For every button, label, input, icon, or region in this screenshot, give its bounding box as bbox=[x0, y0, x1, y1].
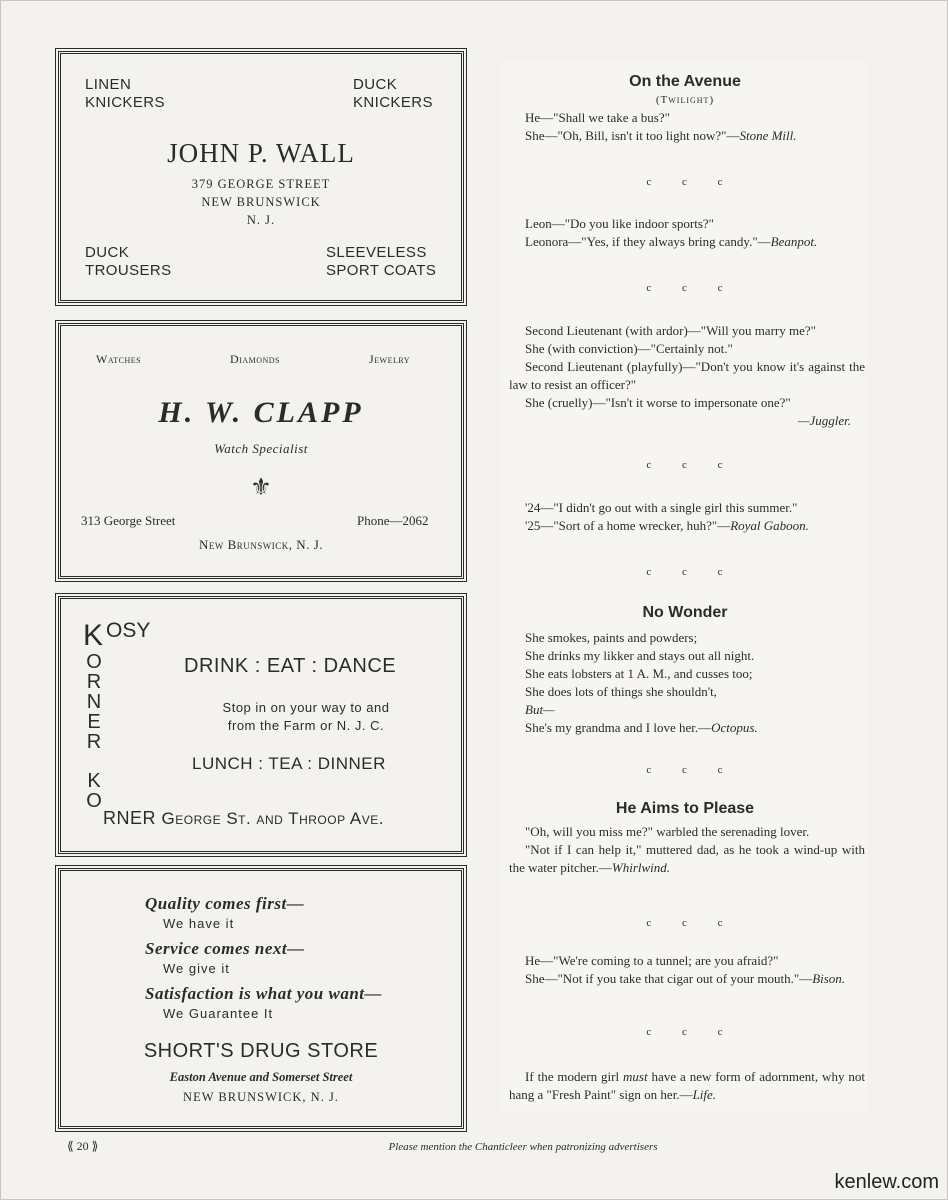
fleur-de-lis-icon: ⚜ bbox=[250, 475, 272, 501]
joke-fresh-paint: If the modern girl must have a new form of adornment, why not hang a "Fresh Paint" sign on her.—Life. bbox=[509, 1069, 865, 1102]
separator: c c c bbox=[646, 764, 724, 776]
ad-shorts-drug-store bbox=[58, 868, 464, 1129]
ad-address: 313 George Street bbox=[81, 513, 176, 528]
ad-city: NEW BRUNSWICK bbox=[201, 195, 321, 209]
ad-title: SHORT'S DRUG STORE bbox=[143, 1040, 379, 1062]
ad-corner-bottom-right: SLEEVELESS SPORT COATS bbox=[326, 244, 437, 279]
ad-slogan-satisfaction: Satisfaction is what you want— bbox=[145, 984, 382, 1003]
joke-lieutenant: Second Lieutenant (with ardor)—"Will you marry me?" She (with conviction)—"Certainly not." Second Lieutenant (playfully)—"Don't you know it's against the law to resist an officer?" She (cruelly)—"Isn't it worse to impersonate one?" —Juggler. bbox=[509, 323, 865, 428]
ad-logo-osy: OSY bbox=[106, 619, 151, 642]
ad-corner-top-left: LINEN KNICKERS bbox=[85, 76, 165, 111]
joke-aims-to-please: "Oh, will you miss me?" warbled the serenading lover. "Not if I can help it," muttered dad, as he took a wind-up with the water pitcher.—Whirlwind. bbox=[509, 824, 865, 875]
ad-title: H. W. CLAPP bbox=[158, 396, 364, 429]
ad-john-p-wall bbox=[58, 51, 464, 303]
ad-slogan-satisfaction-sub: We Guarantee It bbox=[163, 1006, 274, 1021]
ad-logo-vertical-1: O R N E R bbox=[86, 651, 102, 753]
separator: c c c bbox=[646, 917, 724, 929]
ad-slogan-quality-sub: We have it bbox=[163, 916, 235, 931]
ad-subtitle: Watch Specialist bbox=[214, 441, 308, 456]
ad-slogan-service: Service comes next— bbox=[145, 939, 305, 958]
ad-logo-vertical-2: K O bbox=[86, 770, 102, 812]
ad-kosy-korner bbox=[58, 596, 464, 854]
page-number: ⟪ 20 ⟫ bbox=[67, 1139, 99, 1153]
ad-directions: Stop in on your way to and from the Farm or N. J. C. bbox=[222, 700, 390, 733]
separator: c c c bbox=[646, 1026, 724, 1038]
heading-he-aims-to-please: He Aims to Please bbox=[615, 800, 755, 817]
ad-slogan-service-sub: We give it bbox=[163, 961, 230, 976]
separator: c c c bbox=[646, 282, 724, 294]
ad-headline: DRINK : EAT : DANCE bbox=[184, 655, 397, 677]
ad-meals: LUNCH : TEA : DINNER bbox=[192, 754, 386, 773]
ad-corner-top-right: DUCK KNICKERS bbox=[353, 76, 433, 111]
watermark: kenlew.com bbox=[834, 1171, 939, 1193]
ad-city: New Brunswick, N. J. bbox=[199, 537, 323, 552]
ad-item-jewelry: Jewelry bbox=[369, 352, 411, 366]
ad-corner-bottom-left: DUCK TROUSERS bbox=[85, 244, 172, 279]
heading-no-wonder: No Wonder bbox=[642, 604, 728, 621]
ad-title: JOHN P. WALL bbox=[167, 138, 355, 168]
ad-city: NEW BRUNSWICK, N. J. bbox=[183, 1090, 339, 1104]
joke-24-25: '24—"I didn't go out with a single girl this summer." '25—"Sort of a home wrecker, huh?"—Royal Gaboon. bbox=[525, 500, 809, 533]
joke-leon: Leon—"Do you like indoor sports?" Leonora—"Yes, if they always bring candy."—Beanpot. bbox=[525, 216, 818, 249]
subheading-twilight: (Twilight) bbox=[655, 94, 715, 106]
ad-state: N. J. bbox=[246, 213, 276, 227]
ad-street: 379 GEORGE STREET bbox=[191, 177, 331, 191]
ad-hw-clapp bbox=[58, 323, 464, 579]
ad-logo-rner: RNER George St. and Throop Ave. bbox=[103, 808, 384, 828]
heading-on-the-avenue: On the Avenue bbox=[629, 73, 741, 90]
separator: c c c bbox=[646, 459, 724, 471]
ad-item-diamonds: Diamonds bbox=[230, 352, 281, 366]
separator: c c c bbox=[646, 176, 724, 188]
ad-logo-k: K bbox=[83, 619, 104, 652]
ad-address: Easton Avenue and Somerset Street bbox=[169, 1070, 353, 1084]
ad-phone: Phone—2062 bbox=[357, 513, 429, 528]
joke-avenue: He—"Shall we take a bus?" She—"Oh, Bill, isn't it too light now?"—Stone Mill. bbox=[525, 110, 797, 143]
footer-note: Please mention the Chanticleer when patronizing advertisers bbox=[388, 1141, 658, 1153]
ad-slogan-quality: Quality comes first— bbox=[145, 894, 305, 913]
joke-tunnel: He—"We're coming to a tunnel; are you afraid?" She—"Not if you take that cigar out of your mouth."—Bison. bbox=[525, 953, 846, 986]
ad-item-watches: Watches bbox=[96, 352, 142, 366]
separator: c c c bbox=[646, 566, 724, 578]
poem-no-wonder: She smokes, paints and powders; She drinks my likker and stays out all night. She eats lobsters at 1 A. M., and cusses too; She does lots of things she shouldn't, But— She's my grandma and I love her.—Octopus. bbox=[525, 630, 758, 735]
